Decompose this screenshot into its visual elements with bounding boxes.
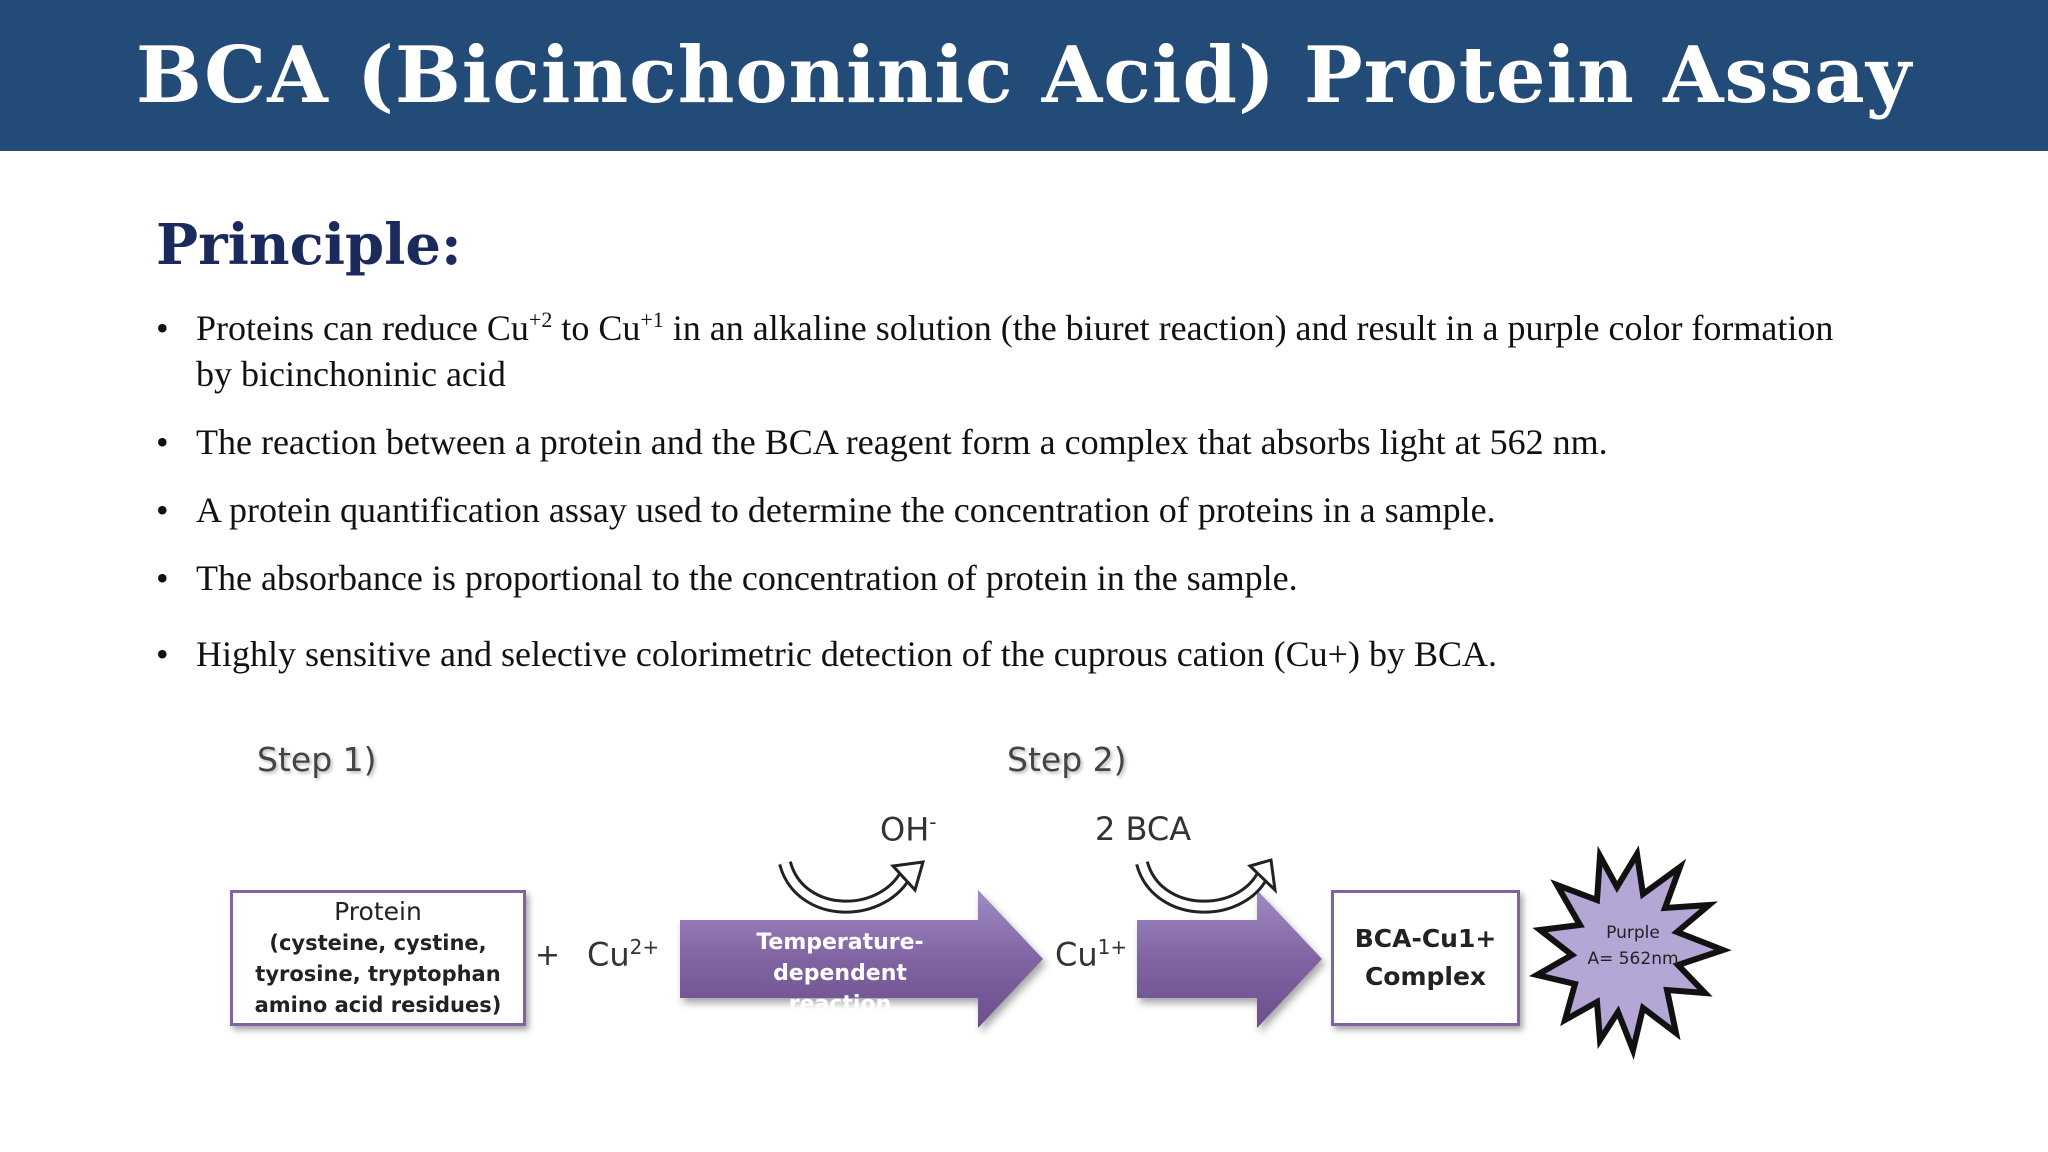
protein-detail-line: amino acid residues)	[254, 993, 502, 1017]
plus-sign: +	[535, 938, 561, 973]
slide-title: BCA (Bicinchoninic Acid) Protein Assay	[135, 29, 1913, 121]
cuprous-ion-label	[1055, 935, 1127, 974]
bullet-text: The absorbance is proportional to the concentration of protein in the sample.	[196, 558, 1298, 598]
bullet-marker: •	[156, 422, 169, 462]
protein-detail-line: (cysteine, cystine,	[269, 931, 487, 955]
title-banner	[0, 0, 2048, 151]
step-2-label: Step 2)	[1007, 740, 1127, 779]
superscript: 1+	[1097, 935, 1128, 959]
bullet-marker: •	[156, 308, 169, 348]
step-1-label: Step 1)	[257, 740, 377, 779]
reaction-arrow-label	[690, 927, 990, 1020]
bca-reagent-label: 2 BCA	[1095, 810, 1192, 848]
protein-title: Protein	[334, 897, 422, 926]
starburst-label	[1563, 920, 1703, 972]
superscript: +2	[528, 307, 553, 332]
cuprous-text: Cu	[1055, 935, 1098, 974]
reaction-arrow-2	[1137, 890, 1322, 1028]
superscript: -	[929, 810, 937, 834]
arrow-label-line: reaction	[788, 992, 892, 1017]
cupric-ion-label	[587, 935, 659, 974]
bullet-marker: •	[156, 634, 169, 674]
bullet-item	[156, 555, 1856, 601]
bullet-text: Highly sensitive and selective colorimetric detection of the cuprous cation (Cu+) by BCA.	[196, 634, 1497, 674]
complex-box	[1331, 890, 1520, 1026]
principle-heading: Principle:	[156, 212, 462, 278]
bullet-text: in an alkaline solution (the biuret reaction) and result in a purple color formation by bicinchoninic acid	[196, 308, 1834, 394]
protein-detail-line: tyrosine, tryptophan	[255, 962, 501, 986]
complex-label-line: BCA-Cu1+	[1354, 924, 1497, 953]
principle-bullet-list	[156, 305, 1856, 677]
bullet-item	[156, 305, 1856, 397]
bullet-marker: •	[156, 558, 169, 598]
protein-box	[230, 890, 526, 1026]
bullet-marker: •	[156, 490, 169, 530]
bullet-text: to Cu	[552, 308, 641, 348]
oh-curved-arrow	[785, 863, 908, 907]
cupric-text: Cu	[587, 935, 630, 974]
hydroxide-label	[880, 810, 936, 849]
reaction-diagram	[225, 730, 1785, 1150]
superscript: +1	[640, 307, 664, 332]
bullet-text: Proteins can reduce Cu	[196, 308, 529, 348]
starburst-label-line: A= 562nm	[1587, 949, 1679, 969]
hydroxide-text: OH	[880, 810, 930, 849]
starburst-label-line: Purple	[1606, 923, 1660, 943]
complex-label-line: Complex	[1364, 962, 1487, 991]
bullet-text: A protein quantification assay used to determine the concentration of proteins in a sample.	[196, 490, 1496, 530]
arrow-label-line: Temperature-dependent	[756, 930, 924, 986]
bullet-item	[156, 487, 1856, 533]
bullet-item	[156, 419, 1856, 465]
bullet-item	[156, 631, 1856, 677]
bca-curved-arrow	[1142, 863, 1265, 907]
superscript: 2+	[629, 935, 660, 959]
bullet-text: The reaction between a protein and the BCA reagent form a complex that absorbs light at 562 nm.	[196, 422, 1608, 462]
